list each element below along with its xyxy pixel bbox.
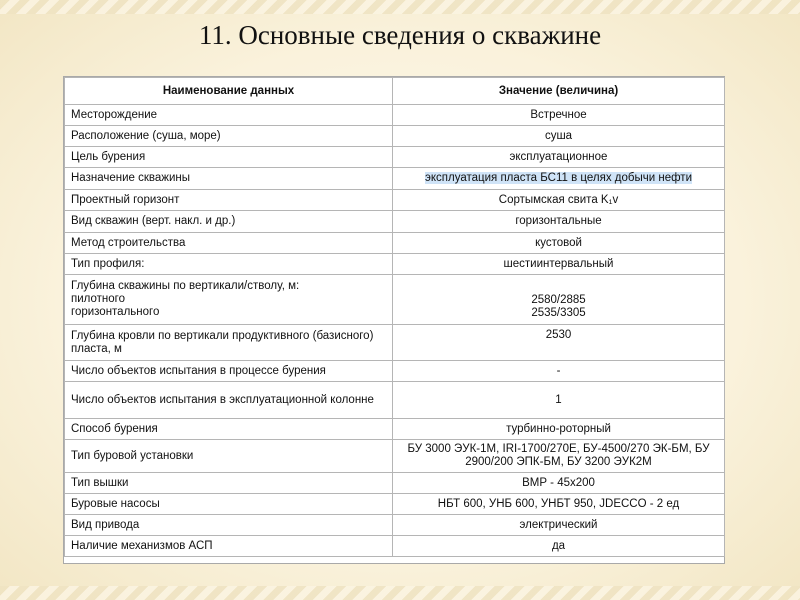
row-value: - bbox=[393, 361, 725, 382]
well-info-table bbox=[64, 77, 725, 557]
row-value: кустовой bbox=[393, 233, 725, 254]
table-row bbox=[65, 361, 725, 382]
row-label: Число объектов испытания в эксплуатационной колонне bbox=[65, 382, 393, 419]
row-label: Буровые насосы bbox=[65, 494, 393, 515]
table-row bbox=[65, 233, 725, 254]
slide-title: 11. Основные сведения о скважине bbox=[198, 20, 602, 50]
row-label: Месторождение bbox=[65, 105, 393, 126]
row-label: Метод строительства bbox=[65, 233, 393, 254]
table-row bbox=[65, 473, 725, 494]
row-value: 2530 bbox=[393, 325, 725, 361]
row-value: НБТ 600, УНБ 600, УНБТ 950, JDECCO - 2 ед bbox=[393, 494, 725, 515]
table-row bbox=[65, 190, 725, 211]
row-label: Тип профиля: bbox=[65, 254, 393, 275]
table-row bbox=[65, 168, 725, 190]
row-label: Тип буровой установки bbox=[65, 440, 393, 473]
well-info-table-container bbox=[63, 76, 725, 564]
row-value: 2580/2885 2535/3305 bbox=[393, 275, 725, 325]
table-row bbox=[65, 382, 725, 419]
row-value: да bbox=[393, 536, 725, 557]
table-row bbox=[65, 126, 725, 147]
row-value: БУ 3000 ЭУК-1М, IRI-1700/270Е, БУ-4500/270 ЭК-БМ, БУ 2900/200 ЭПК-БМ, БУ 3200 ЭУК2М bbox=[393, 440, 725, 473]
row-value: эксплуатационное bbox=[393, 147, 725, 168]
decorative-stripe-bottom bbox=[0, 586, 800, 600]
table-row bbox=[65, 275, 725, 325]
row-value: суша bbox=[393, 126, 725, 147]
row-label: Способ бурения bbox=[65, 419, 393, 440]
row-value: Встречное bbox=[393, 105, 725, 126]
row-value: турбинно-роторный bbox=[393, 419, 725, 440]
table-row bbox=[65, 147, 725, 168]
row-label: Глубина скважины по вертикали/стволу, м: пилотного горизонтального bbox=[65, 275, 393, 325]
row-value: ВМР - 45х200 bbox=[393, 473, 725, 494]
table-row bbox=[65, 515, 725, 536]
row-label: Вид скважин (верт. накл. и др.) bbox=[65, 211, 393, 233]
table-row bbox=[65, 440, 725, 473]
row-value-highlighted: эксплуатация пласта БС11 в целях добычи нефти bbox=[425, 172, 692, 184]
row-value: шестиинтервальный bbox=[393, 254, 725, 275]
table-row bbox=[65, 494, 725, 515]
row-label: Назначение скважины bbox=[65, 168, 393, 190]
table-header-row bbox=[65, 78, 725, 105]
row-value: Сортымская свита K₁v bbox=[393, 190, 725, 211]
table-row bbox=[65, 419, 725, 440]
row-label: Наличие механизмов АСП bbox=[65, 536, 393, 557]
row-value: электрический bbox=[393, 515, 725, 536]
row-value: 1 bbox=[393, 382, 725, 419]
table-row bbox=[65, 325, 725, 361]
row-label: Цель бурения bbox=[65, 147, 393, 168]
table-row bbox=[65, 211, 725, 233]
column-header-name: Наименование данных bbox=[65, 78, 393, 105]
row-label: Число объектов испытания в процессе бурения bbox=[65, 361, 393, 382]
row-label: Расположение (суша, море) bbox=[65, 126, 393, 147]
decorative-stripe-top bbox=[0, 0, 800, 14]
table-body bbox=[65, 105, 725, 557]
row-label: Тип вышки bbox=[65, 473, 393, 494]
table-row bbox=[65, 254, 725, 275]
row-value bbox=[393, 168, 725, 190]
table-row bbox=[65, 536, 725, 557]
column-header-value: Значение (величина) bbox=[393, 78, 725, 105]
row-value: горизонтальные bbox=[393, 211, 725, 233]
row-label: Вид привода bbox=[65, 515, 393, 536]
row-label: Проектный горизонт bbox=[65, 190, 393, 211]
table-row bbox=[65, 105, 725, 126]
row-label: Глубина кровли по вертикали продуктивного (базисного) пласта, м bbox=[65, 325, 393, 361]
